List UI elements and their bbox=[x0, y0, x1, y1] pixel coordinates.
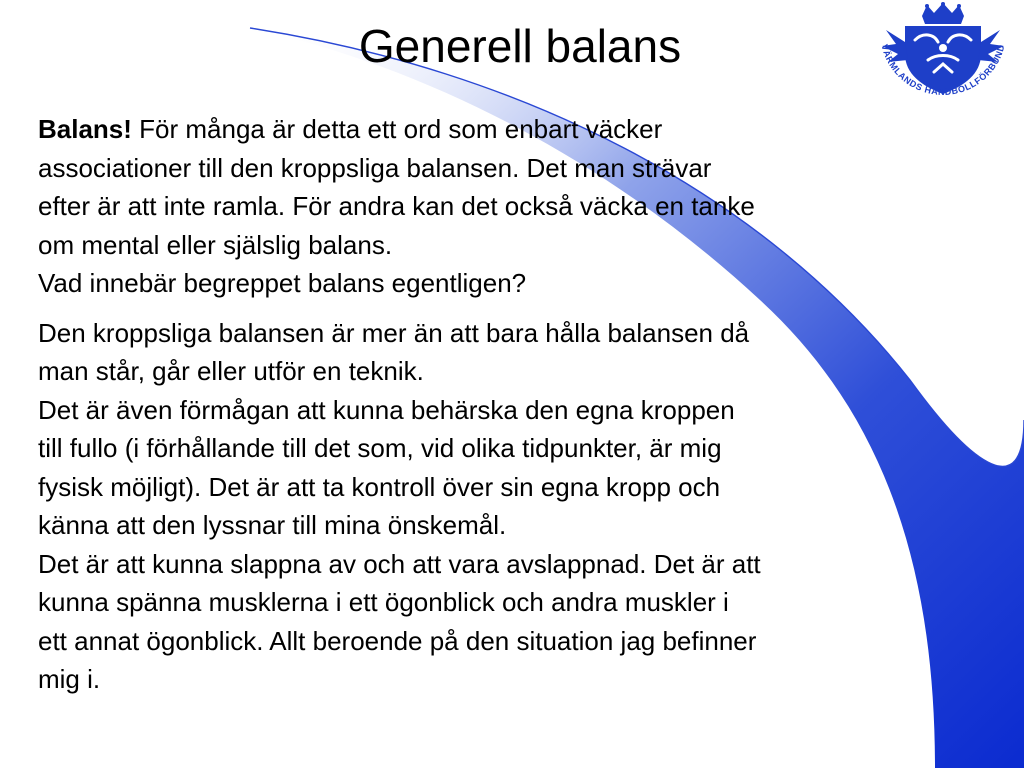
text-line: fysisk möjligt). Det är att ta kontroll över sin egna kropp och bbox=[38, 471, 721, 502]
text-line: Den kroppsliga balansen är mer än att bara hålla balansen då bbox=[38, 317, 750, 348]
text-line bbox=[38, 110, 1008, 149]
bold-lead-word: Balans! bbox=[38, 114, 132, 144]
text-line: man står, går eller utför en teknik. bbox=[38, 356, 424, 386]
paragraph-body bbox=[38, 314, 1008, 699]
text-line: till fullo (i förhållande till det som, vid olika tidpunkter, är mig bbox=[38, 433, 722, 463]
crowned-shield-crest-icon bbox=[868, 2, 1018, 110]
svg-text:VÄRMLANDS HANDBOLLFÖRBUND: VÄRMLANDS HANDBOLLFÖRBUND bbox=[879, 43, 1007, 98]
body-text bbox=[38, 110, 1008, 699]
text-line: associationer till den kroppsliga balansen. Det man strävar bbox=[38, 152, 712, 183]
text-line-rest: För många är detta ett ord som enbart väcker bbox=[131, 114, 663, 144]
text-line: kunna spänna musklerna i ett ögonblick och andra muskler i bbox=[38, 587, 729, 617]
page-title: Generell balans bbox=[358, 20, 682, 72]
text-line: ett annat ögonblick. Allt beroende på den situation jag befinner bbox=[38, 625, 757, 656]
text-line: efter är att inte ramla. För andra kan det också väcka en tanke bbox=[38, 191, 755, 221]
text-line: Det är även förmågan att kunna behärska den egna kroppen bbox=[38, 394, 735, 425]
text-line: Det är att kunna slappna av och att vara avslappnad. Det är att bbox=[38, 548, 761, 579]
text-line: Vad innebär begreppet balans egentligen? bbox=[38, 268, 527, 298]
text-line: om mental eller själslig balans. bbox=[38, 229, 393, 260]
text-line: känna att den lyssnar till mina önskemål. bbox=[38, 510, 507, 540]
paragraph-intro bbox=[38, 110, 1008, 303]
text-line: mig i. bbox=[38, 664, 101, 694]
